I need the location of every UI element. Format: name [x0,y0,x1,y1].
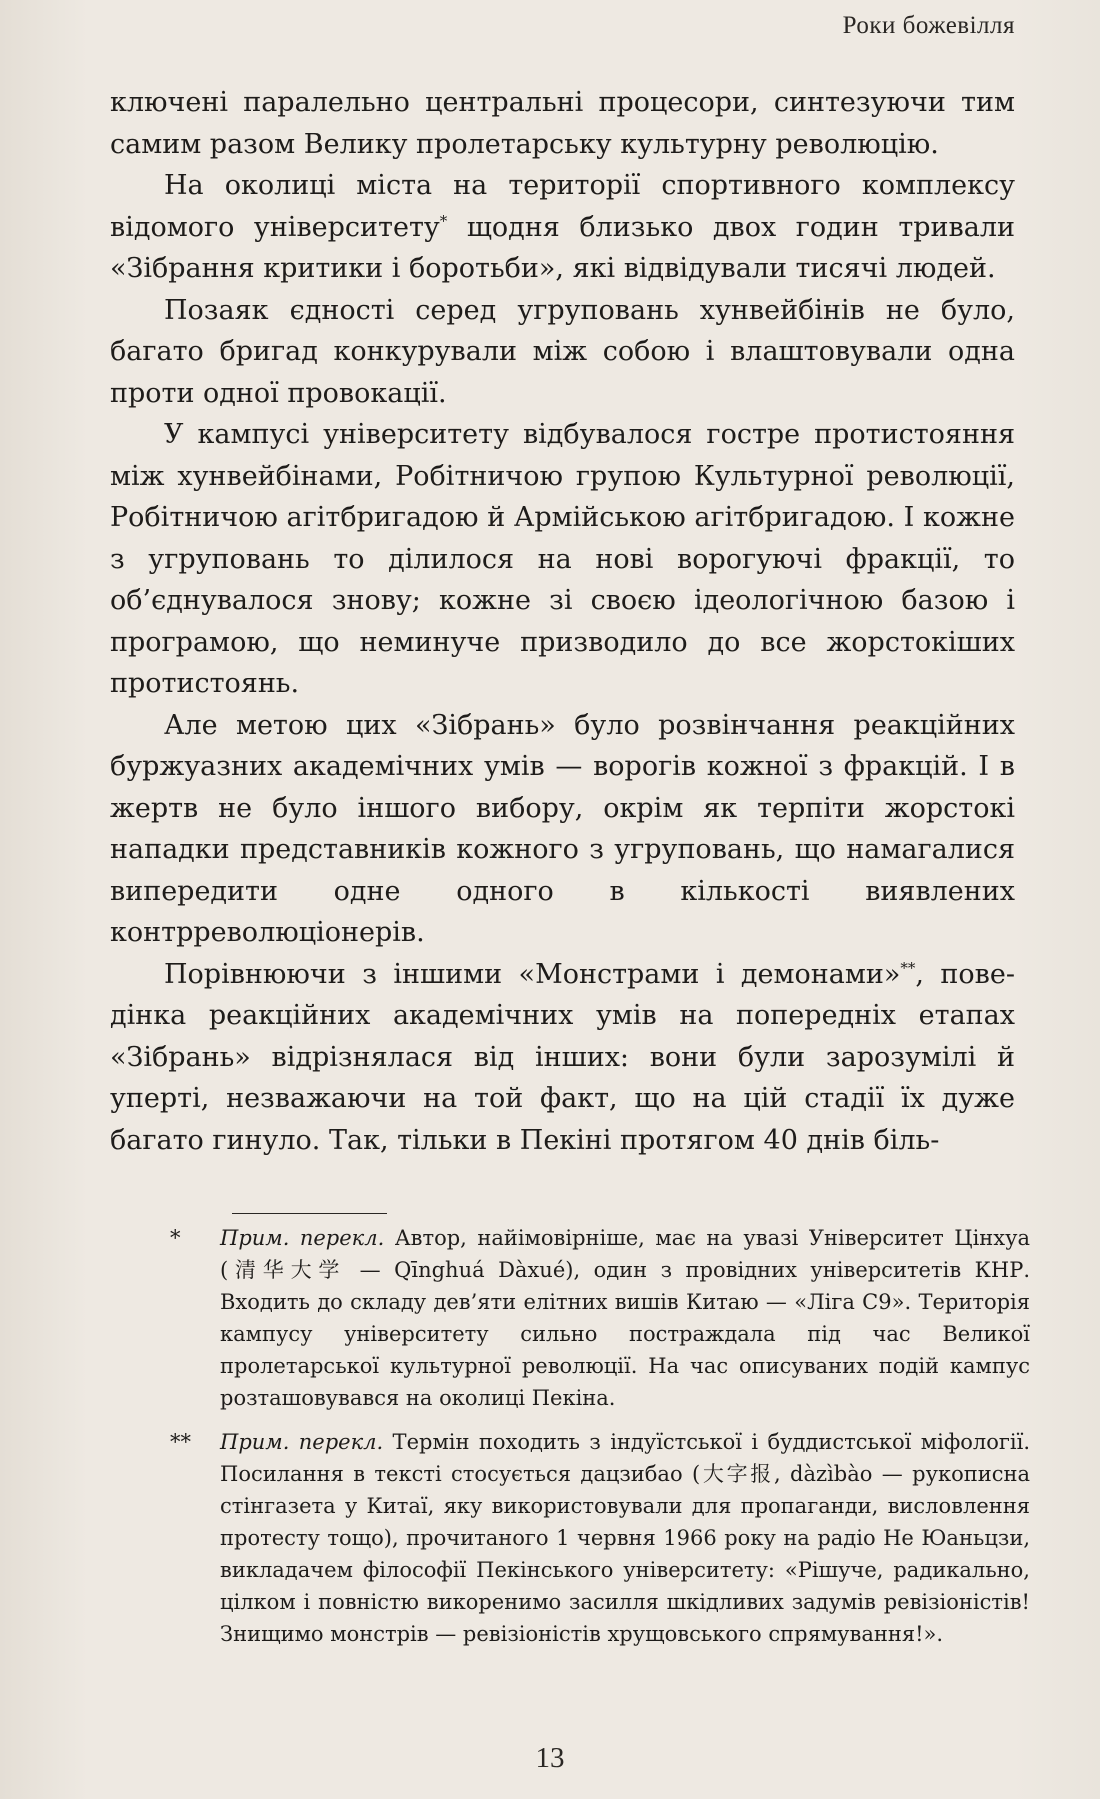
paragraph-text: На околиці міста на території спортивного комплексу відомого університету [110,170,1015,243]
main-text [110,82,1015,1161]
paragraph: Але метою цих «Зібрань» було розвінчання реакційних буржуазних академічних умів — ворогів кожної з фракцій. І в жертв не було іншого вибору, окрім як терпіти жорстокі нападки представників кожного з угруповань, що намагалися випередити одне одного в кількості виявлених контрреволюціонерів. [110,709,1015,948]
paragraph [110,954,1015,1162]
paragraph: Позаяк єдності серед угруповань хунвейбінів не було, багато бригад конкурували між собою і влаштовували одна проти одної провокації. [110,294,1015,409]
paragraph-text: Порівнюючи з іншими «Монстрами і демонами» [164,958,901,990]
paragraph [110,165,1015,290]
paragraph-text: щодня близько двох годин тривали «Зібрання критики і боротьби», які відвідували тисячі людей. [110,211,1015,284]
page-number: 13 [535,1742,565,1774]
footnote-ref: * [439,211,448,230]
footnote-text: Термін походить з індуїстської і буддистської міфології. Посилання в тексті стосується дацзибао (大字报, dàzìbào — рукописна стінгазета у Китаї, яку використовували для пропаганди, висловлення протесту тощо), прочитаного 1 червня 1966 року на радіо Не Юаньцзи, викладачем філософії Пекінського університету: «Рішуче, радикально, цілком і повністю викоренимо засилля шкідливих задумів ревізіоністів! Знищимо монстрів — ревізіоністів хрущовського спрямування!». [220,1430,1030,1646]
footnote-ref: ** [900,958,916,977]
footnote [170,1426,1030,1650]
footnotes [170,1222,1030,1662]
footnote-separator [232,1213,387,1214]
paragraph-text: , поведінка реакційних академічних умів на попередніх етапах «Зібрань» відрізнялася від інших: вони були зарозумілі й уперті, незважаючи на той факт, що на цій стадії їх дуже багато гинуло. Так, тільки в Пекіні протягом 40 днів біль- [110,958,1015,1156]
footnote-text: Автор, найімовірніше, має на увазі Університет Цінхуа (清华大学 — Qīnghuá Dàxué), один з провідних університетів КНР. Входить до складу дев’яти елітних вишів Китаю — «Ліга С9». Територія кампусу університету сильно постраждала під час Великої пролетарської культурної революції. На час описуваних подій кампус розташовувався на околиці Пекіна. [220,1226,1030,1410]
paragraph: У кампусі університету відбувалося гостре протистояння між хунвейбінами, Робітничою групою Культурної революції, Робітничою агітбригадою й Армійською агітбригадою. І кожне з угруповань то ділилося на нові ворогуючі фракції, то об’єднувалося знову; кожне зі своєю ідеологічною базою і програмою, що неминуче призводило до все жорстокіших протистоянь. [110,419,1015,699]
footnote [170,1222,1030,1414]
footnote-mark: ** [170,1430,191,1454]
footnote-mark: * [170,1226,181,1250]
footnote-label: Прим. перекл. [220,1430,384,1454]
footnote-label: Прим. перекл. [220,1226,385,1250]
running-head: Роки божевілля [842,12,1015,39]
paragraph: ключені паралельно центральні процесори, синтезуючи тим самим разом Велику пролетарську культурну революцію. [110,87,1015,160]
